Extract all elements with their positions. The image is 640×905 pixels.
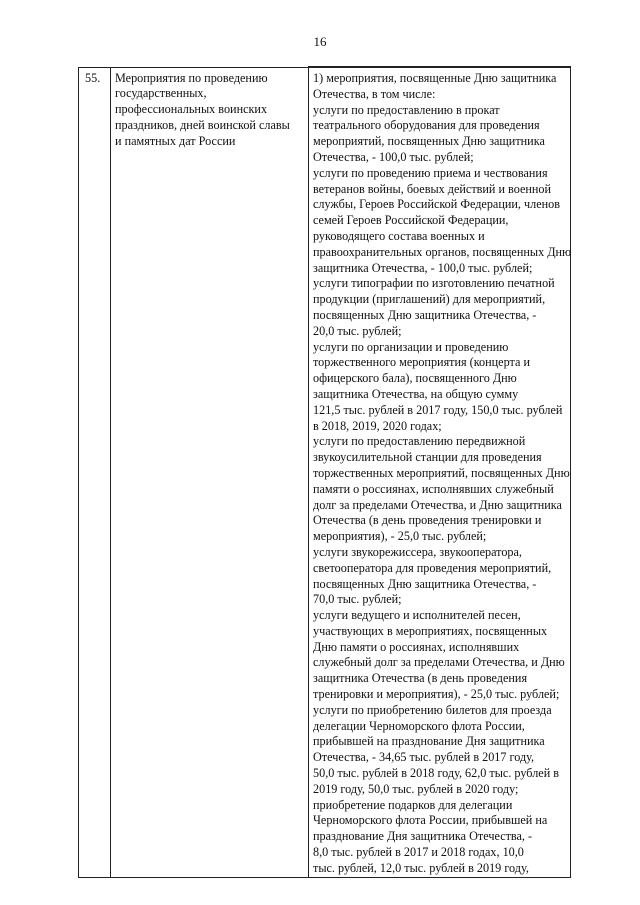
text-line: Мероприятия по проведению: [115, 70, 268, 85]
text-line: офицерского бала), посвященного Дню: [313, 371, 517, 386]
text-line: 50,0 тыс. рублей в 2018 году, 62,0 тыс. рублей в: [313, 766, 560, 781]
text-line: услуги по проведению приема и чествования: [313, 165, 548, 180]
table-row: [79, 67, 571, 877]
text-line: праздников, дней воинской славы: [115, 117, 290, 132]
text-line: защитника Отечества, - 100,0 тыс. рублей;: [313, 260, 533, 275]
text-line: услуги по предоставлению в прокат: [313, 102, 500, 117]
document-table: [78, 66, 571, 878]
text-line: 20,0 тыс. рублей;: [313, 323, 402, 338]
text-line: услуги типографии по изготовлению печатной: [313, 276, 555, 291]
text-line: приобретение подарков для делегации: [313, 797, 513, 812]
text-line: посвященных Дню защитника Отечества, -: [313, 576, 537, 591]
text-line: делегации Черноморского флота России,: [313, 718, 525, 733]
text-line: 2019 году, 50,0 тыс. рублей в 2020 году;: [313, 781, 519, 796]
text-line: служебный долг за пределами Отечества, и Дню: [313, 655, 565, 670]
text-line: долг за пределами Отечества, и Дню защитника: [313, 497, 562, 512]
text-line: тренировки и мероприятия), - 25,0 тыс. рублей;: [313, 687, 560, 702]
text-line: ветеранов войны, боевых действий и военной: [313, 181, 552, 196]
text-line: мероприятий, посвященных Дню защитника: [313, 134, 545, 149]
text-line: в 2018, 2019, 2020 годах;: [313, 418, 442, 433]
page-number: 16: [313, 34, 327, 49]
text-line: звукоусилительной станции для проведения: [313, 450, 542, 465]
text-line: профессиональных воинских: [115, 102, 268, 117]
text-line: продукции (приглашений) для мероприятий,: [313, 292, 546, 307]
row-number: 55.: [85, 70, 101, 85]
text-line: защитника Отечества (в день проведения: [313, 671, 528, 686]
text-line: семей Героев Российской Федерации,: [313, 213, 509, 228]
text-line: услуги звукорежиссера, звукооператора,: [313, 544, 522, 559]
text-line: Отечества (в день проведения тренировки и: [313, 513, 542, 528]
text-line: торжественных мероприятий, посвященных Дню: [313, 465, 570, 480]
text-line: руководящего состава военных и: [313, 228, 485, 243]
text-line: театрального оборудования для проведения: [313, 118, 540, 133]
text-line: услуги по предоставлению передвижной: [313, 434, 526, 449]
text-line: 70,0 тыс. рублей;: [313, 592, 402, 607]
text-line: Дню памяти о россиянах, исполнявших: [313, 639, 520, 654]
text-line: прибывшей на празднование Дня защитника: [313, 734, 545, 749]
text-line: государственных,: [115, 86, 207, 101]
text-line: 1) мероприятия, посвященные Дню защитника: [313, 71, 557, 85]
text-line: услуги по организации и проведению: [313, 339, 509, 354]
text-line: светооператора для проведения мероприятий,: [313, 560, 552, 575]
text-line: Отечества, в том числе:: [313, 86, 436, 101]
text-line: участвующих в мероприятиях, посвященных: [313, 623, 548, 638]
text-line: мероприятия), - 25,0 тыс. рублей;: [313, 529, 487, 544]
event-title-cell: [111, 67, 309, 877]
text-line: торжественного мероприятия (концерта и: [313, 355, 530, 370]
text-line: посвященных Дню защитника Отечества, -: [313, 307, 537, 322]
text-line: памяти о россиянах, исполнявших служебный: [313, 481, 554, 496]
text-line: 121,5 тыс. рублей в 2017 году, 150,0 тыс. рублей: [313, 402, 563, 417]
text-line: празднование Дня защитника Отечества, -: [313, 829, 533, 844]
text-line: защитника Отечества, на общую сумму: [313, 386, 519, 401]
text-line: Черноморского флота России, прибывшей на: [313, 813, 548, 828]
text-line: службы, Героев Российской Федерации, членов: [313, 197, 560, 212]
event-details-cell: [309, 67, 571, 877]
text-line: Отечества, - 100,0 тыс. рублей;: [313, 149, 474, 164]
text-line: 8,0 тыс. рублей в 2017 и 2018 годах, 10,0: [313, 845, 524, 860]
text-line: тыс. рублей, 12,0 тыс. рублей в 2019 году,: [313, 860, 529, 875]
text-line: Отечества, - 34,65 тыс. рублей в 2017 году,: [313, 750, 535, 765]
text-line: правоохранительных органов, посвященных Дню: [313, 244, 572, 259]
text-line: услуги ведущего и исполнителей песен,: [313, 608, 521, 623]
row-number-cell: [79, 67, 111, 877]
text-line: услуги по приобретению билетов для проезда: [313, 702, 552, 717]
text-line: и памятных дат России: [115, 133, 236, 148]
